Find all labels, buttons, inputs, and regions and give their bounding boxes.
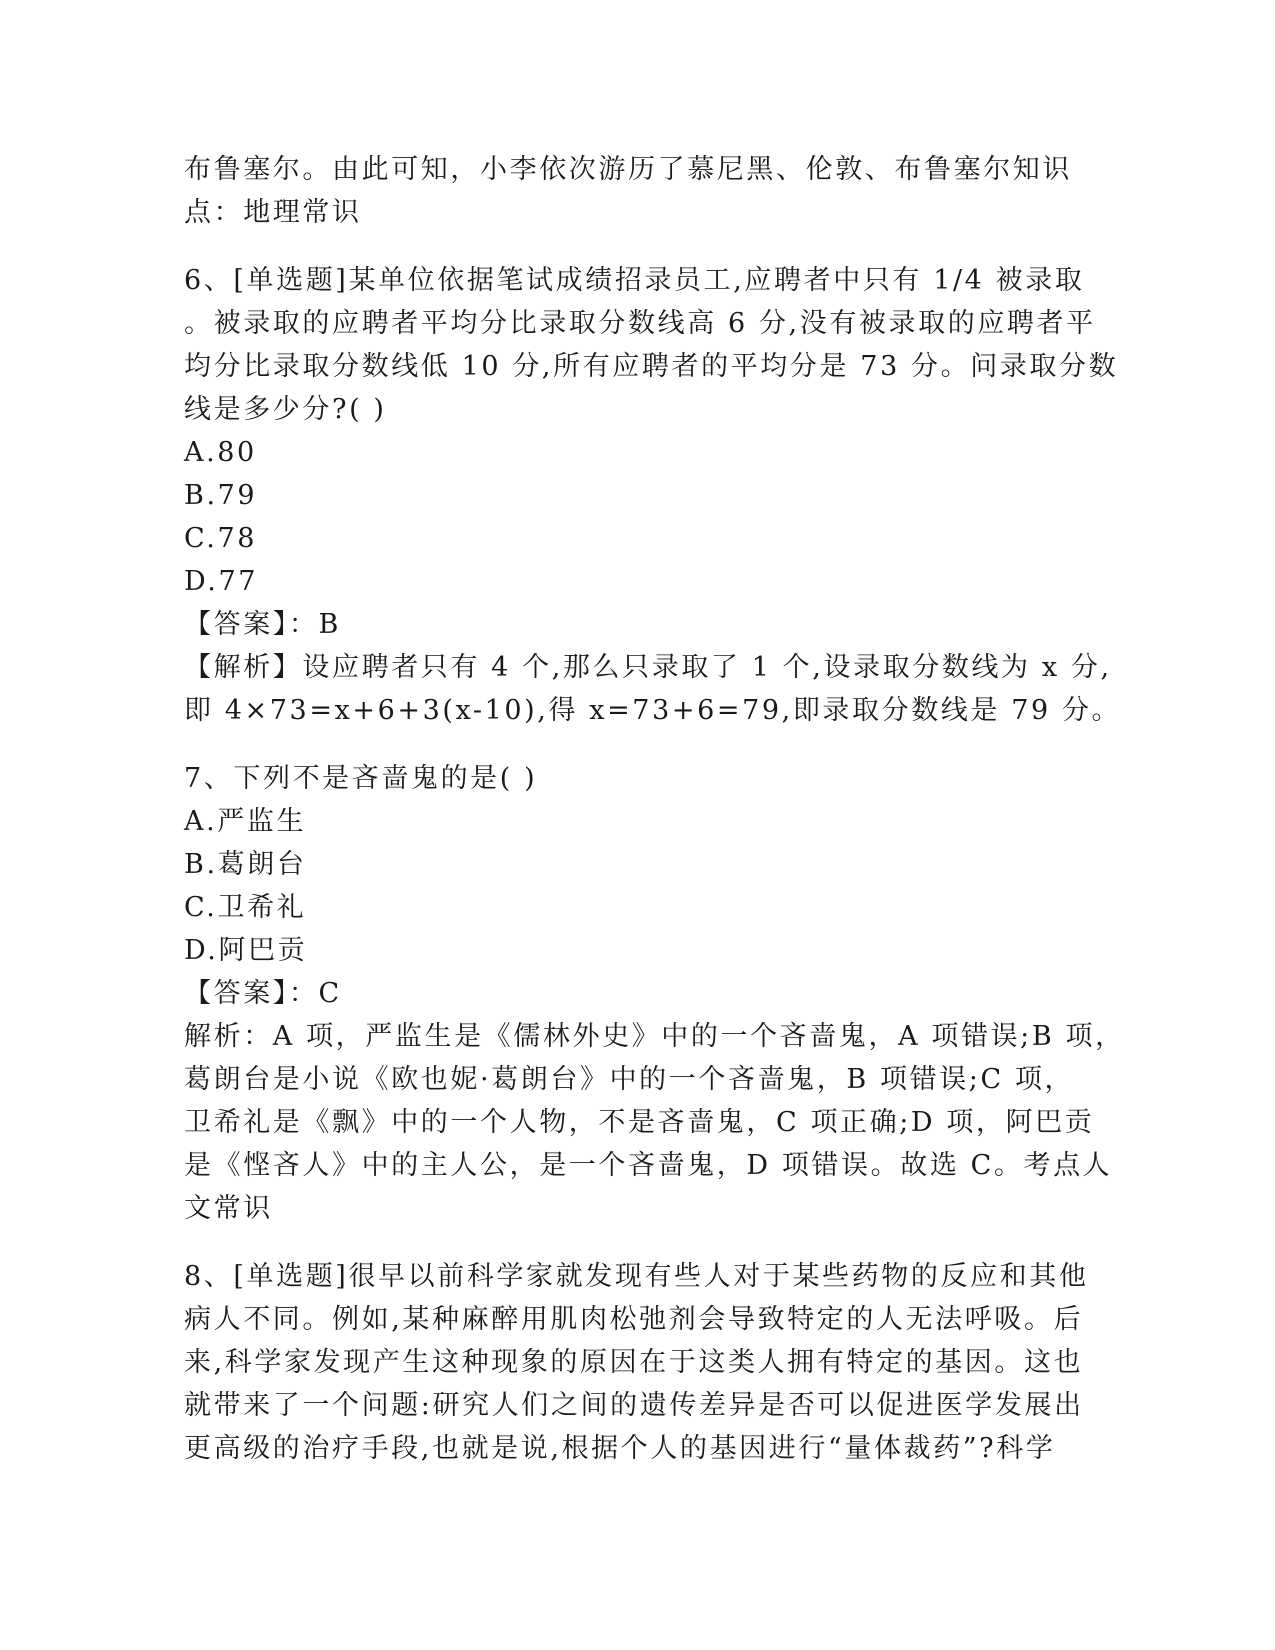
option-a: A.80 — [184, 437, 257, 468]
option-a: A.严监生 — [184, 806, 307, 837]
option-d: D.阿巴贡 — [184, 935, 308, 966]
text-line: 布鲁塞尔。由此可知，小李依次游历了慕尼黑、伦敦、布鲁塞尔知识 — [184, 154, 1072, 185]
analysis-line: 即 4×73=x+6+3(x-10),得 x=73+6=79,即录取分数线是 79 分。 — [184, 695, 1122, 726]
option-b: B.葛朗台 — [184, 849, 307, 880]
question-7 — [184, 757, 1125, 1230]
question-stem-line: 线是多少分?( ) — [184, 394, 387, 425]
question-stem-line: 病人不同。例如,某种麻醉用肌肉松弛剂会导致特定的人无法呼吸。后 — [184, 1304, 1084, 1335]
text-line: 点：地理常识 — [184, 197, 362, 228]
question-stem-line: 更高级的治疗手段,也就是说,根据个人的基因进行“量体裁药”?科学 — [184, 1433, 1056, 1464]
analysis-line: 文常识 — [184, 1193, 273, 1224]
question-stem-line: 就带来了一个问题:研究人们之间的遗传差异是否可以促进医学发展出 — [184, 1390, 1084, 1421]
analysis-line: 卫希礼是《飘》中的一个人物，不是吝啬鬼，C 项正确;D 项，阿巴贡 — [184, 1107, 1095, 1138]
question-stem-line: 8、[单选题]很早以前科学家就发现有些人对于某些药物的反应和其他 — [184, 1261, 1089, 1292]
analysis-line: 葛朗台是小说《欧也妮·葛朗台》中的一个吝啬鬼，B 项错误;C 项， — [184, 1064, 1075, 1095]
analysis-line: 是《悭吝人》中的主人公，是一个吝啬鬼，D 项错误。故选 C。考点人 — [184, 1150, 1113, 1181]
option-b: B.79 — [184, 480, 258, 511]
option-c: C.78 — [184, 523, 258, 554]
question-8 — [184, 1255, 1089, 1470]
question-stem-line: 6、[单选题]某单位依据笔试成绩招录员工,应聘者中只有 1/4 被录取 — [184, 265, 1085, 296]
document-page — [184, 148, 1125, 1470]
question-stem-line: 均分比录取分数线低 10 分,所有应聘者的平均分是 73 分。问录取分数 — [184, 351, 1119, 382]
previous-question-tail — [184, 148, 1089, 234]
answer-line: 【答案】：C — [184, 978, 342, 1009]
option-c: C.卫希礼 — [184, 892, 307, 923]
answer-line: 【答案】：B — [184, 609, 341, 640]
analysis-line: 【解析】设应聘者只有 4 个,那么只录取了 1 个,设录取分数线为 x 分, — [184, 652, 1112, 683]
question-6 — [184, 259, 1122, 732]
analysis-line: 解析：A 项，严监生是《儒林外史》中的一个吝啬鬼，A 项错误;B 项， — [184, 1021, 1125, 1052]
option-d: D.77 — [184, 566, 259, 597]
question-stem-line: 7、下列不是吝啬鬼的是( ) — [184, 763, 538, 794]
question-stem-line: 来,科学家发现产生这种现象的原因在于这类人拥有特定的基因。这也 — [184, 1347, 1084, 1378]
question-stem-line: 。被录取的应聘者平均分比录取分数线高 6 分,没有被录取的应聘者平 — [184, 308, 1096, 339]
